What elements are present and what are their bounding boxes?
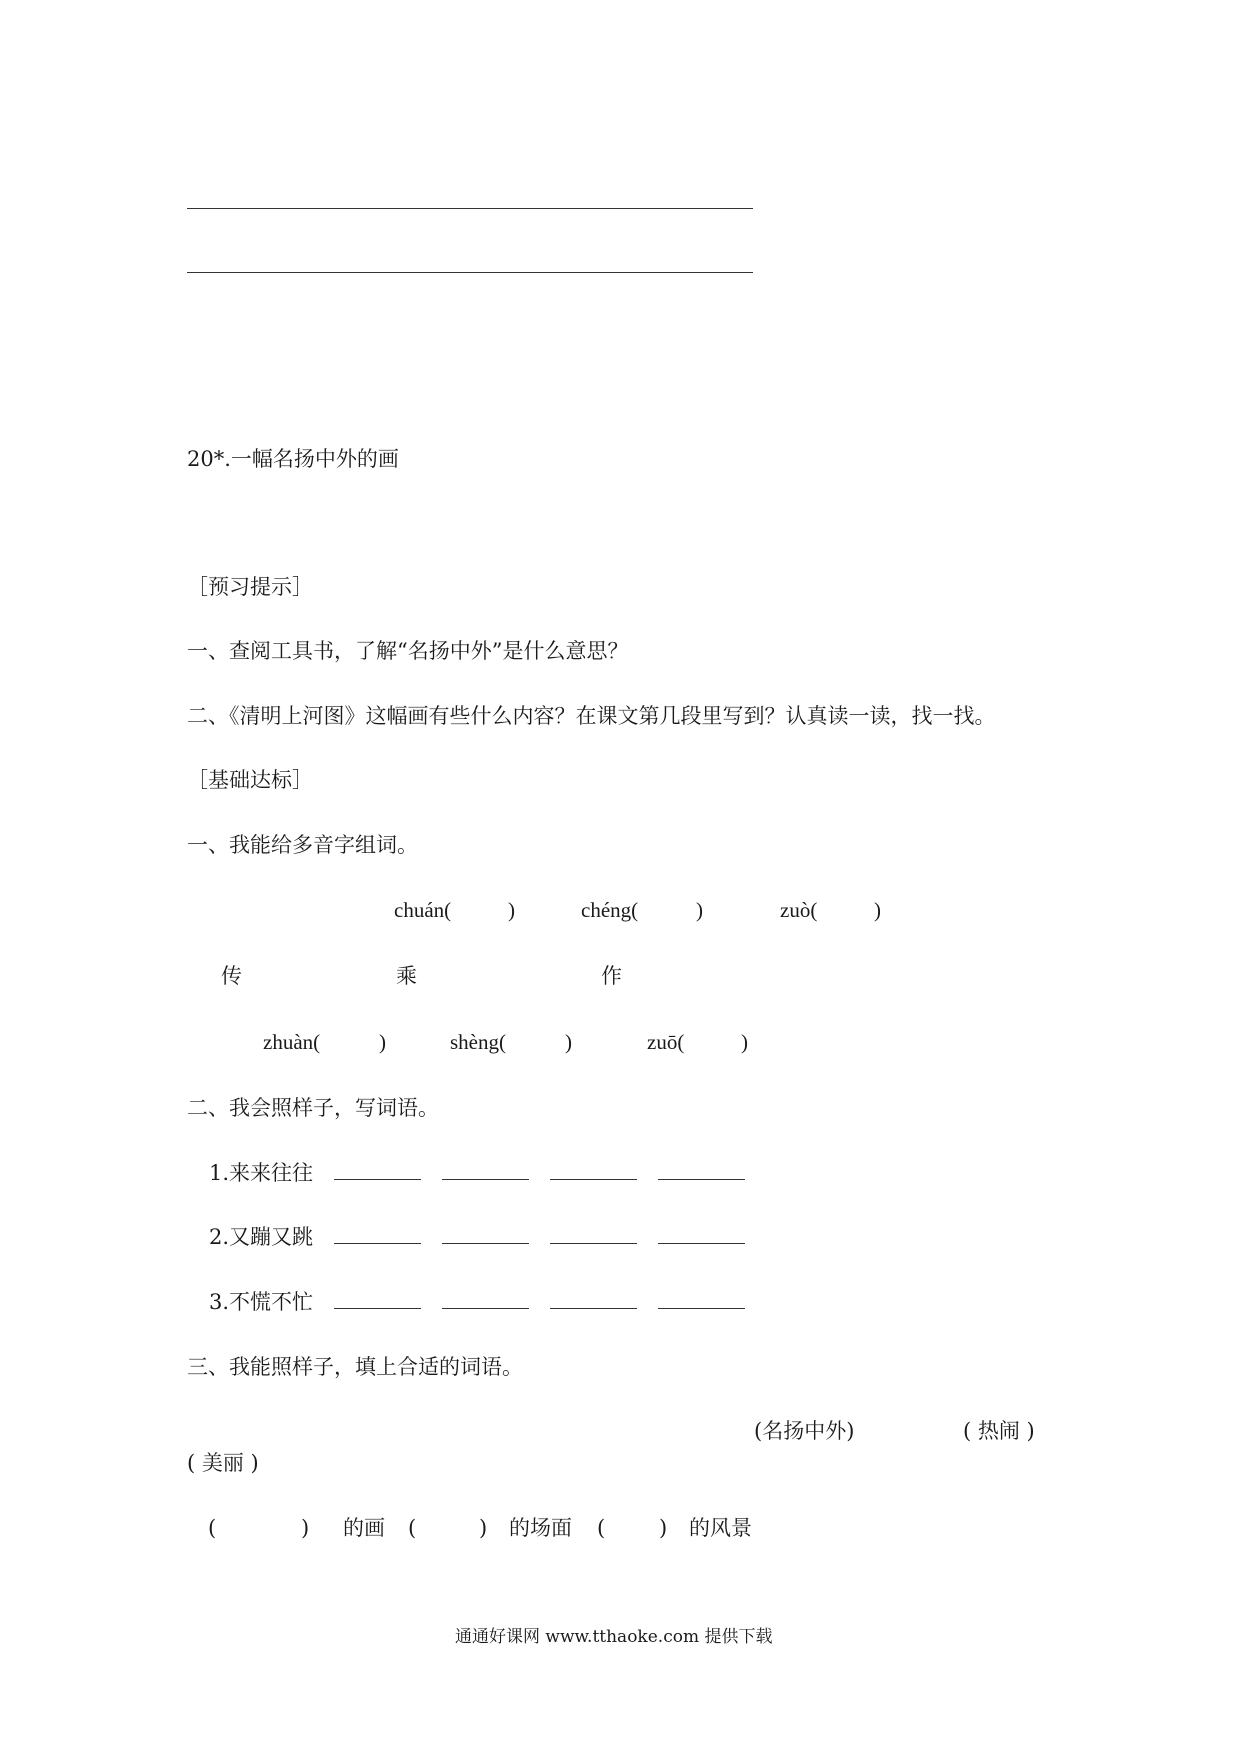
close-paren: ): [741, 1030, 748, 1054]
preview-heading: ［预习提示］: [187, 575, 313, 599]
q2-row-3: [209, 1289, 766, 1315]
blank[interactable]: [658, 1225, 745, 1244]
preview-item-2: 二、《清明上河图》这幅画有些什么内容？在课文第几段里写到？认真读一读，找一找。: [187, 704, 996, 728]
q3-open-paren-1: (: [208, 1516, 217, 1540]
q3-prompt: 三、我能照样子，填上合适的词语。: [187, 1355, 523, 1379]
pinyin-sheng: shèng(: [450, 1030, 506, 1054]
q3-close-paren-2: ): [479, 1516, 488, 1540]
q2-example-3: 3.不慌不忙: [209, 1290, 314, 1314]
blank[interactable]: [334, 1161, 421, 1180]
char-zuo: 作: [601, 964, 622, 988]
preview-item-1: 一、查阅工具书，了解“名扬中外”是什么意思？: [187, 639, 629, 663]
lesson-title: 20*.一幅名扬中外的画: [187, 447, 399, 471]
q3-noun-3: 的风景: [689, 1516, 752, 1540]
blank[interactable]: [658, 1290, 745, 1309]
answer-line-2: [187, 272, 753, 273]
q3-open-paren-2: (: [408, 1516, 417, 1540]
q2-example-2: 2.又蹦又跳: [209, 1225, 314, 1249]
close-paren: ): [508, 898, 515, 922]
close-paren: ): [874, 898, 881, 922]
blank[interactable]: [658, 1161, 745, 1180]
blank[interactable]: [334, 1290, 421, 1309]
q2-prompt: 二、我会照样子，写词语。: [187, 1096, 439, 1120]
q3-close-paren-3: ): [659, 1516, 668, 1540]
pinyin-chuan: chuán(: [394, 898, 452, 922]
q3-noun-1: 的画: [343, 1516, 385, 1540]
pinyin-cheng: chéng(: [581, 898, 639, 922]
q3-close-paren-1: ): [301, 1516, 310, 1540]
q3-open-paren-3: (: [597, 1516, 606, 1540]
q3-sample-1: (名扬中外): [754, 1419, 855, 1443]
blank[interactable]: [550, 1290, 637, 1309]
q3-noun-2: 的场面: [509, 1516, 572, 1540]
pinyin-zhuan: zhuàn(: [263, 1030, 321, 1054]
q3-sample-2: ( 热闹 ): [963, 1419, 1035, 1443]
basics-heading: ［基础达标］: [187, 768, 313, 792]
char-chuan: 传: [221, 964, 242, 988]
q3-sample-3: ( 美丽 ): [187, 1451, 259, 1475]
blank[interactable]: [550, 1161, 637, 1180]
char-cheng: 乘: [396, 964, 417, 988]
q2-row-2: [209, 1224, 766, 1250]
footer-credit: 通通好课网 www.tthaoke.com 提供下载: [455, 1627, 773, 1647]
answer-line-1: [187, 208, 753, 209]
close-paren: ): [696, 898, 703, 922]
q2-row-1: [209, 1160, 766, 1186]
blank[interactable]: [442, 1225, 529, 1244]
close-paren: ): [565, 1030, 572, 1054]
q1-prompt: 一、我能给多音字组词。: [187, 833, 418, 857]
blank[interactable]: [442, 1290, 529, 1309]
blank[interactable]: [442, 1161, 529, 1180]
pinyin-zuo-1: zuō(: [647, 1030, 685, 1054]
close-paren: ): [379, 1030, 386, 1054]
blank[interactable]: [550, 1225, 637, 1244]
blank[interactable]: [334, 1225, 421, 1244]
q2-example-1: 1.来来往往: [209, 1161, 314, 1185]
pinyin-zuo-4: zuò(: [780, 898, 818, 922]
